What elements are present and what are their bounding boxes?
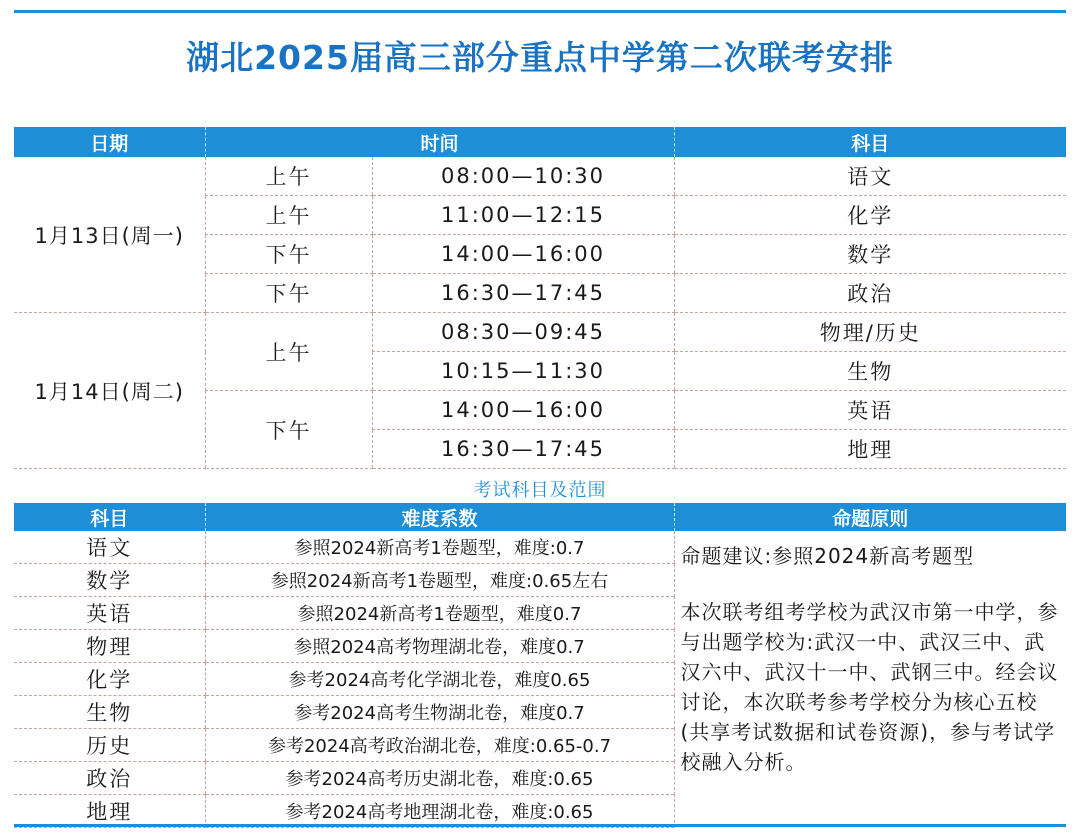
subject-cell: 英语 [14,597,205,630]
date-cell: 1月14日(周二) [14,313,205,469]
difficulty-cell: 参照2024新高考1卷题型，难度:0.7 [205,531,674,564]
subject-cell: 政治 [674,274,1066,313]
time-cell: 16:30—17:45 [372,430,674,469]
bottom-rule [14,824,1066,827]
difficulty-cell: 参照2024新高考1卷题型，难度0.7 [205,597,674,630]
subject-cell: 化学 [674,196,1066,235]
principle-suggestion: 命题建议:参照2024新高考题型 [680,544,975,568]
top-rule [14,10,1066,13]
header-subject: 科目 [674,127,1066,157]
subject-cell: 数学 [674,235,1066,274]
difficulty-cell: 参考2024高考历史湖北卷，难度:0.65 [205,762,674,795]
table-row [14,313,1066,352]
subject-cell: 物理/历史 [674,313,1066,352]
scope-table [14,503,1066,828]
time-cell: 10:15—11:30 [372,352,674,391]
time-cell: 08:00—10:30 [372,157,674,196]
period-cell: 下午 [205,274,372,313]
date-cell: 1月13日(周一) [14,157,205,313]
subject-cell: 数学 [14,564,205,597]
period-cell: 上午 [205,196,372,235]
subject-cell: 政治 [14,762,205,795]
difficulty-cell: 参考2024高考地理湖北卷，难度:0.65 [205,795,674,828]
subject-cell: 语文 [674,157,1066,196]
time-cell: 11:00—12:15 [372,196,674,235]
time-cell: 14:00—16:00 [372,391,674,430]
subject-cell: 物理 [14,630,205,663]
difficulty-cell: 参照2024高考物理湖北卷，难度0.7 [205,630,674,663]
period-cell: 下午 [205,235,372,274]
subject-cell: 地理 [674,430,1066,469]
schedule-table [14,127,1066,469]
difficulty-cell: 参考2024高考生物湖北卷，难度0.7 [205,696,674,729]
subject-cell: 语文 [14,531,205,564]
subject-cell: 历史 [14,729,205,762]
header-subject: 科目 [14,503,205,531]
time-cell: 08:30—09:45 [372,313,674,352]
header-time: 时间 [205,127,674,157]
schedule-header-row [14,127,1066,157]
header-principle: 命题原则 [674,503,1066,531]
period-cell: 上午 [205,313,372,391]
scope-subtitle: 考试科目及范围 [473,480,607,501]
subject-cell: 生物 [674,352,1066,391]
time-cell: 16:30—17:45 [372,274,674,313]
principle-detail: 本次联考组考学校为武汉市第一中学，参与出题学校为:武汉一中、武汉三中、武汉六中、武汉十一中、武钢三中。经会议讨论，本次联考参考学校分为核心五校(共享考试数据和试卷资源)，参与考试学校融入分析。 [680,600,1059,774]
period-cell: 下午 [205,391,372,469]
difficulty-cell: 参考2024高考政治湖北卷，难度:0.65-0.7 [205,729,674,762]
difficulty-cell: 参考2024高考化学湖北卷，难度0.65 [205,663,674,696]
subject-cell: 生物 [14,696,205,729]
header-date: 日期 [14,127,205,157]
time-cell: 14:00—16:00 [372,235,674,274]
period-cell: 上午 [205,157,372,196]
table-row [14,157,1066,196]
subject-cell: 英语 [674,391,1066,430]
table-row [14,531,1066,564]
principle-cell [674,531,1066,828]
scope-header-row [14,503,1066,531]
subject-cell: 地理 [14,795,205,828]
difficulty-cell: 参照2024新高考1卷题型，难度:0.65左右 [205,564,674,597]
header-difficulty: 难度系数 [205,503,674,531]
subject-cell: 化学 [14,663,205,696]
page-title: 湖北2025届高三部分重点中学第二次联考安排 [186,38,894,77]
